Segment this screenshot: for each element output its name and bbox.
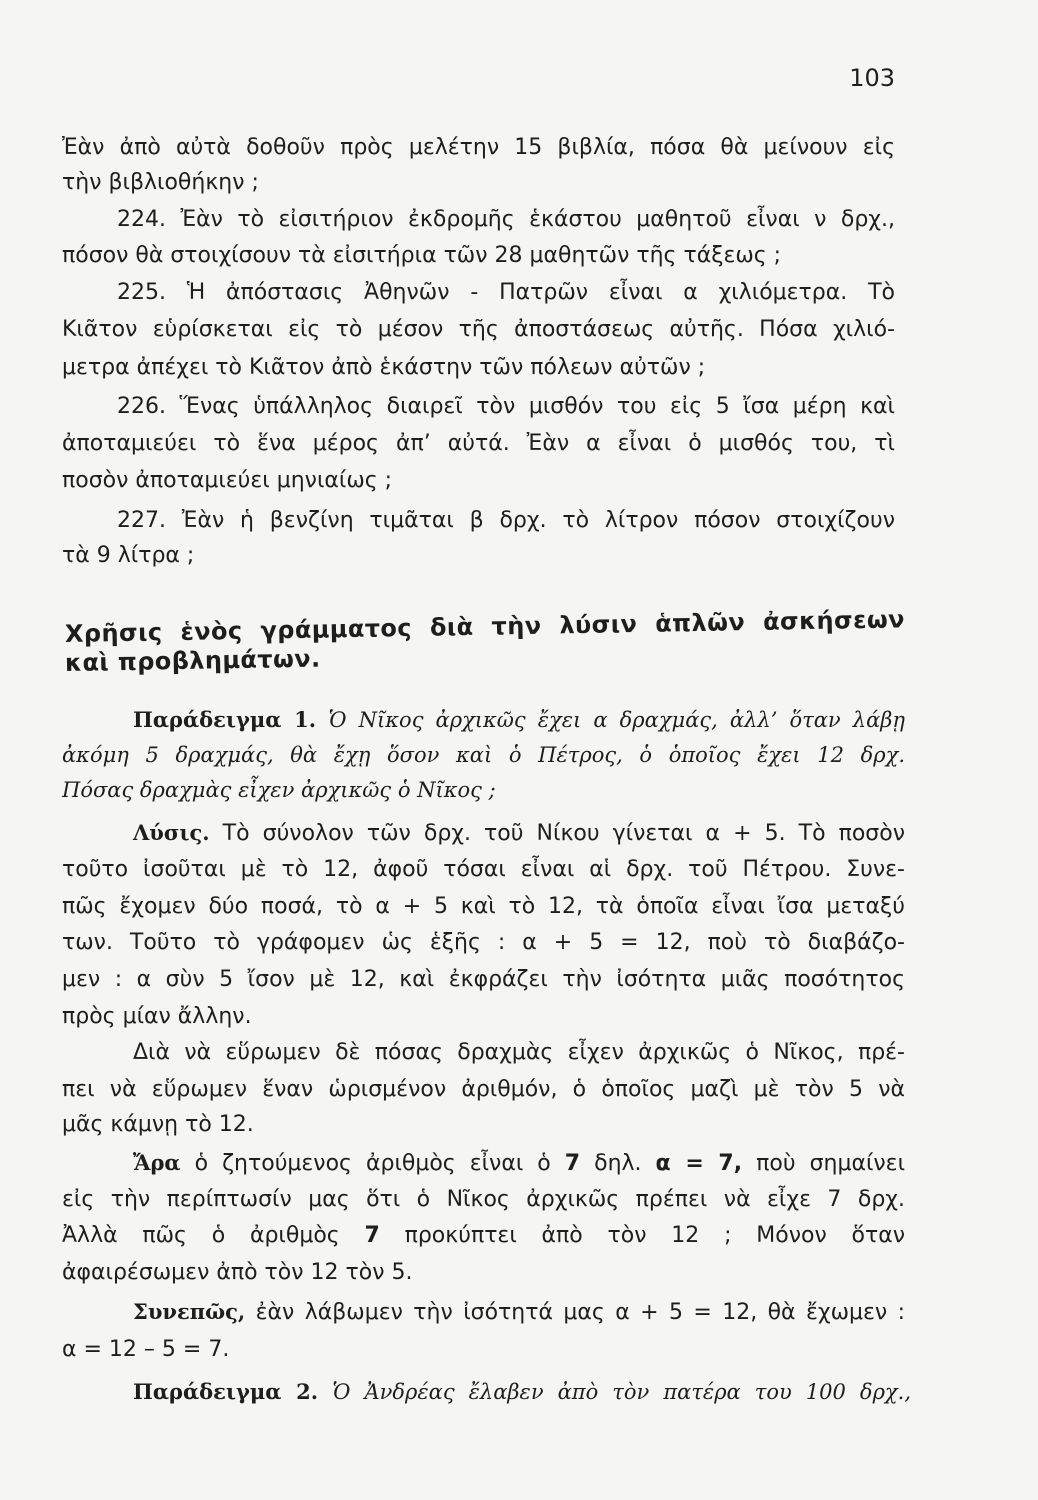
solution-line-5: μεν : α σὺν 5 ἴσον μὲ 12, καὶ ἐκφράζει τὴν ἰσότητα μιᾶς ποσότητος [62,967,905,992]
exercise-226-line-2: ἀποταμιεύει τὸ ἕνα μέρος ἀπ’ αὐτά. Ἐὰν α εἶναι ὁ μισθός του, τὶ [62,431,895,456]
paragraph-3-line-1 [133,1145,905,1181]
paragraph-3-label: Ἄρα [133,1150,181,1175]
example-2-label: Παράδειγμα 2. [133,1379,319,1404]
example-1-line-2: ἀκόμη 5 δραχμάς, θὰ ἔχῃ ὅσον καὶ ὁ Πέτρος, ὁ ὁποῖος ἔχει 12 δρχ. [62,743,905,767]
section-heading-line-1: Χρῆσις ἑνὸς γράμματος διὰ τὴν λύσιν ἁπλῶν ἀσκήσεων [64,605,906,648]
example-1-text: Ὁ Νῖκος ἀρχικῶς ἔχει α δραχμάς, ἀλλ’ ὅταν λάβῃ [328,708,905,732]
solution-line-6: πρὸς μίαν ἄλλην. [62,1004,252,1029]
exercise-226-text: Ἕνας ὑπάλληλος διαιρεῖ τὸν μισθόν του εἰς 5 ἴσα μέρη καὶ [179,394,895,419]
paragraph-3-text: δηλ. [594,1151,642,1176]
paragraph-3-line-4: ἀφαιρέσωμεν ἀπὸ τὸν 12 τὸν 5. [62,1260,413,1285]
section-heading-line-2: καὶ προβλημάτων. [64,644,321,677]
exercise-225-line-2: Κιᾶτον εὑρίσκεται εἰς τὸ μέσον τῆς ἀποστάσεως αὐτῆς. Πόσα χιλιό- [62,317,895,342]
paragraph-4-text: ἐὰν λάβωμεν τὴν ἰσότητά μας α + 5 = 12, θὰ ἔχωμεν : [255,1300,905,1325]
page-number: 103 [849,64,895,92]
solution-line-3: πῶς ἔχομεν δύο ποσά, τὸ α + 5 καὶ τὸ 12, τὰ ὁποῖα εἶναι ἴσα μεταξύ [62,894,905,919]
paragraph-2-line-3: μᾶς κάμνῃ τὸ 12. [62,1112,254,1137]
exercise-223-line-2: τὴν βιβλιοθήκην ; [62,170,259,195]
example-2-text: Ὁ Ἀνδρέας ἔλαβεν ἀπὸ τὸν πατέρα του 100 δρχ., [332,1380,911,1404]
exercise-227-text: Ἐὰν ἡ βενζίνη τιμᾶται β δρχ. τὸ λίτρον πόσον στοιχίζουν [181,508,895,533]
paragraph-3-text: προκύπτει ἀπὸ τὸν 12 ; Μόνον ὅταν [404,1223,905,1248]
exercise-227-line-2: τὰ 9 λίτρα ; [62,543,195,568]
exercise-225-line-1 [117,275,895,311]
exercise-223-line-1: Ἐὰν ἀπὸ αὐτὰ δοθοῦν πρὸς μελέτην 15 βιβλία, πόσα θὰ μείνουν εἰς [62,135,895,160]
exercise-224-line-1 [117,202,895,238]
paragraph-3-text: ποὺ σημαίνει [756,1151,906,1176]
paragraph-4-line-1 [133,1294,905,1330]
example-2-line-1 [133,1374,911,1410]
paragraph-2-line-1: Διὰ νὰ εὕρωμεν δὲ πόσας δραχμὰς εἶχεν ἀρχικῶς ὁ Νῖκος, πρέ- [133,1040,905,1065]
answer-equation: α = 7, [655,1151,743,1176]
solution-line-2: τοῦτο ἰσοῦται μὲ τὸ 12, ἀφοῦ τόσαι εἶναι αἱ δρχ. τοῦ Πέτρου. Συνε- [62,857,905,882]
exercise-225-text: Ἡ ἀπόστασις Ἀθηνῶν - Πατρῶν εἶναι α χιλιόμετρα. Τὸ [186,280,895,305]
solution-text: Τὸ σύνολον τῶν δρχ. τοῦ Νίκου γίνεται α + 5. Τὸ ποσὸν [222,821,905,846]
solution-line-1 [133,815,905,851]
exercise-227-number: 227. [117,508,166,533]
paragraph-4-label: Συνεπῶς, [133,1299,246,1324]
paragraph-3-text: ὁ ζητούμενος ἀριθμὸς εἶναι ὁ [194,1151,551,1176]
exercise-224-text: Ἐὰν τὸ εἰσιτήριον ἐκδρομῆς ἑκάστου μαθητοῦ εἶναι ν δρχ., [180,207,895,232]
example-1-line-1 [133,702,905,738]
exercise-225-number: 225. [117,280,166,305]
exercise-224-line-2: πόσον θὰ στοιχίσουν τὰ εἰσιτήρια τῶν 28 μαθητῶν τῆς τάξεως ; [62,243,782,268]
answer-number: 7 [364,1223,380,1248]
exercise-224-number: 224. [117,207,166,232]
example-1-label: Παράδειγμα 1. [133,707,317,732]
answer-number: 7 [564,1151,581,1176]
exercise-226-line-1 [117,389,895,425]
solution-label: Λύσις. [133,820,210,845]
exercise-226-line-3: ποσὸν ἀποταμιεύει μηνιαίως ; [62,468,393,493]
paragraph-2-line-2: πει νὰ εὕρωμεν ἕναν ὡρισμένον ἀριθμόν, ὁ ὁποῖος μαζὶ μὲ τὸν 5 νὰ [62,1077,905,1102]
paragraph-3-line-2: εἰς τὴν περίπτωσίν μας ὅτι ὁ Νῖκος ἀρχικῶς πρέπει νὰ εἶχε 7 δρχ. [62,1187,905,1212]
paragraph-3-line-3 [62,1218,905,1254]
exercise-226-number: 226. [117,394,166,419]
paragraph-3-text: Ἀλλὰ πῶς ὁ ἀριθμὸς [62,1223,340,1248]
exercise-227-line-1 [117,503,895,539]
exercise-225-line-3: μετρα ἀπέχει τὸ Κιᾶτον ἀπὸ ἑκάστην τῶν πόλεων αὐτῶν ; [62,355,706,380]
example-1-line-3: Πόσας δραχμὰς εἶχεν ἀρχικῶς ὁ Νῖκος ; [62,778,496,802]
paragraph-4-line-2: α = 12 – 5 = 7. [62,1337,230,1362]
solution-line-4: των. Τοῦτο τὸ γράφομεν ὡς ἑξῆς : α + 5 = 12, ποὺ τὸ διαβάζο- [62,930,905,955]
